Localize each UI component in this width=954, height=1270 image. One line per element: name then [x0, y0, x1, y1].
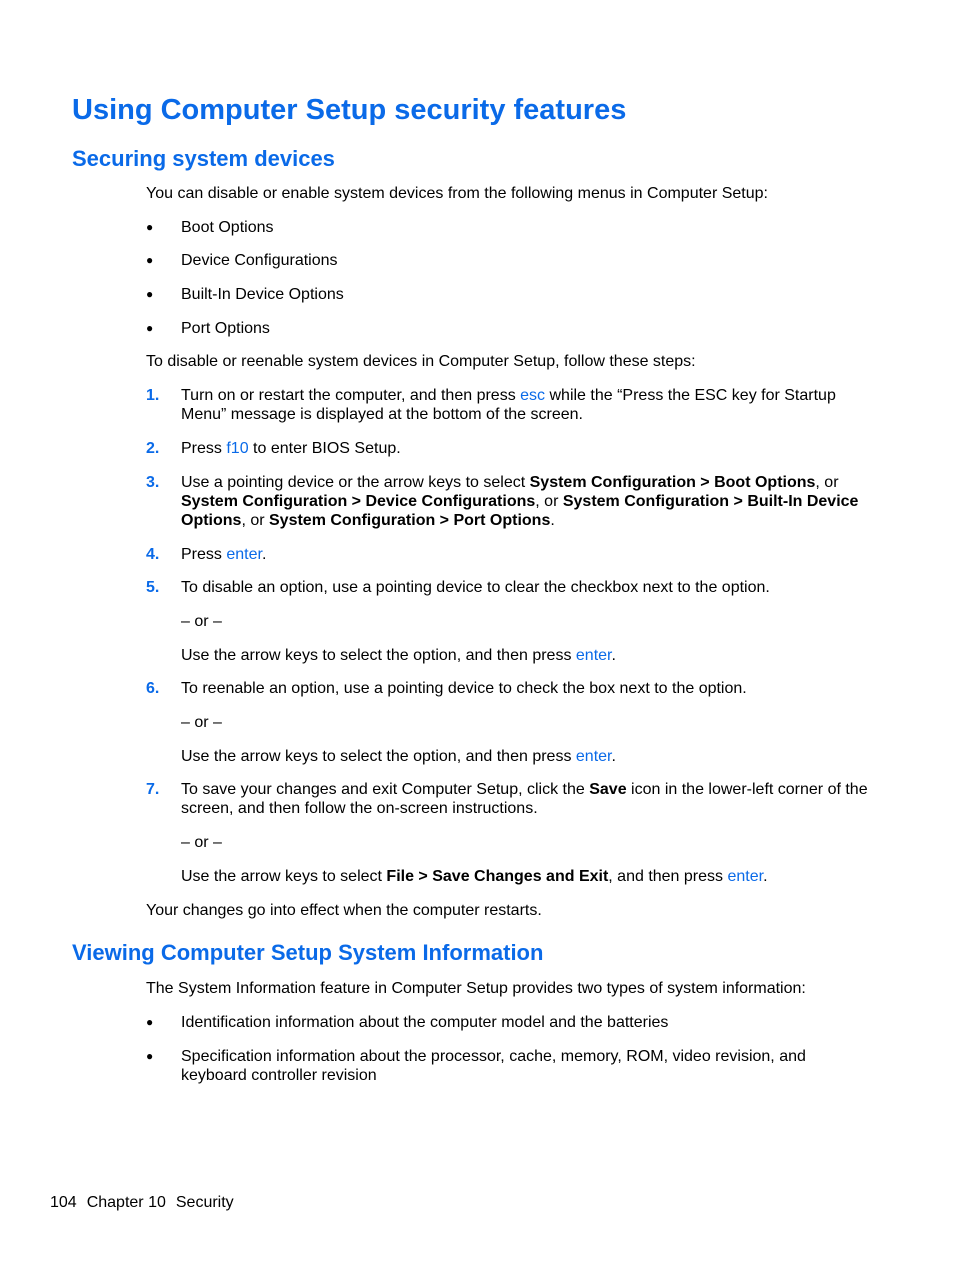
list-item: Built-In Device Options: [181, 286, 344, 303]
step-number: 3.: [146, 474, 160, 491]
or-separator: – or –: [181, 613, 222, 630]
section-label: Security: [175, 1194, 234, 1211]
page-footer: [50, 1193, 244, 1212]
key-enter: enter: [575, 748, 612, 765]
or-separator: – or –: [181, 714, 222, 731]
bullet-icon: ●: [146, 220, 154, 234]
bullet-icon: ●: [146, 321, 154, 335]
section1-closing: Your changes go into effect when the computer restarts.: [146, 902, 542, 919]
step-number: 6.: [146, 680, 160, 697]
list-item: Specification information about the processor, cache, memory, ROM, video revision, and keyboard controller revision: [181, 1048, 806, 1084]
bullet-icon: ●: [146, 287, 154, 301]
step-7-alt: Use the arrow keys to select File > Save Changes and Exit, and then press enter.: [181, 868, 768, 885]
step-6-alt: Use the arrow keys to select the option, and then press enter.: [181, 748, 616, 765]
list-item: Boot Options: [181, 219, 274, 236]
key-enter: enter: [575, 647, 612, 664]
list-item: Port Options: [181, 320, 270, 337]
key-enter: enter: [727, 868, 764, 885]
section1-intro: You can disable or enable system devices from the following menus in Computer Setup:: [146, 185, 768, 202]
steps-intro: To disable or reenable system devices in Computer Setup, follow these steps:: [146, 353, 696, 370]
step-number: 2.: [146, 440, 160, 457]
step-number: 7.: [146, 781, 160, 798]
step-number: 1.: [146, 387, 160, 404]
key-enter: enter: [226, 546, 262, 563]
list-item: Device Configurations: [181, 252, 338, 269]
step-6-text: To reenable an option, use a pointing device to check the box next to the option.: [181, 680, 747, 697]
chapter-label: Chapter 10: [86, 1194, 166, 1211]
key-esc: esc: [520, 387, 546, 404]
or-separator: – or –: [181, 834, 222, 851]
section-heading-securing-devices: Securing system devices: [72, 146, 335, 171]
page-title: Using Computer Setup security features: [72, 94, 627, 126]
bullet-icon: ●: [146, 1049, 154, 1063]
step-2-text: Press f10 to enter BIOS Setup.: [181, 440, 401, 457]
bullet-icon: ●: [146, 253, 154, 267]
page-number: 104: [50, 1194, 77, 1211]
section2-intro: The System Information feature in Computer Setup provides two types of system information:: [146, 980, 806, 997]
section-heading-system-information: Viewing Computer Setup System Information: [72, 940, 544, 965]
step-5-text: To disable an option, use a pointing device to clear the checkbox next to the option.: [181, 579, 770, 596]
step-3-text: Use a pointing device or the arrow keys to select System Configuration > Boot Options, or System Configuration > Device Configurations, or System Configuration > Built-In Device Options, or System Configuration > Port Options.: [181, 474, 859, 529]
key-f10: f10: [226, 440, 249, 457]
step-1-text: Turn on or restart the computer, and then press esc while the “Press the ESC key for Startup Menu” message is displayed at the bottom of the screen.: [181, 387, 836, 423]
step-number: 4.: [146, 546, 160, 563]
step-5-alt: Use the arrow keys to select the option, and then press enter.: [181, 647, 616, 664]
step-number: 5.: [146, 579, 160, 596]
bullet-icon: ●: [146, 1015, 154, 1029]
list-item: Identification information about the computer model and the batteries: [181, 1014, 669, 1031]
step-4-text: Press enter.: [181, 546, 267, 563]
step-7-text: To save your changes and exit Computer Setup, click the Save icon in the lower-left corner of the screen, and then follow the on-screen instructions.: [181, 781, 868, 817]
